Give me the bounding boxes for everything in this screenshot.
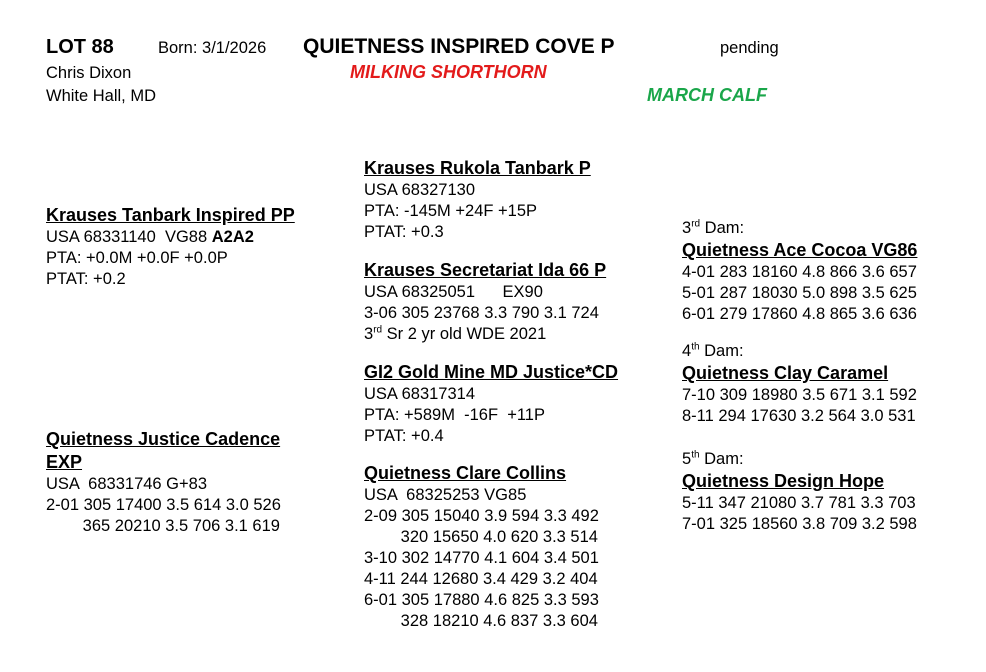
dam-dam-registration: USA 68325253 VG85	[364, 486, 527, 504]
third-dam-num: 3	[682, 219, 692, 237]
fourth-dam-record: 8-11 294 17630 3.2 564 3.0 531	[682, 407, 916, 425]
sire-sire-block	[364, 157, 591, 243]
born-date: Born: 3/1/2026	[158, 39, 267, 57]
sire-dam-award-sup: rd	[373, 324, 383, 336]
third-dam-label-text: Dam:	[700, 219, 745, 237]
sire-sire-name: Krauses Rukola Tanbark P	[364, 158, 591, 178]
dam-dam-record: 2-09 305 15040 3.9 594 3.3 492	[364, 507, 599, 525]
dam-dam-record: 328 18210 4.6 837 3.3 604	[364, 612, 598, 630]
dam-name-line2: EXP	[46, 452, 83, 472]
sire-genotype: A2A2	[211, 228, 254, 246]
third-dam-block	[682, 218, 917, 325]
dam-dam-record: 320 15650 4.0 620 3.3 514	[364, 528, 598, 546]
sire-dam-block	[364, 259, 606, 345]
fourth-dam-sup: th	[691, 341, 700, 353]
sire-dam-award	[364, 324, 606, 345]
third-dam-sup: rd	[691, 218, 701, 230]
dam-sire-registration: USA 68317314	[364, 385, 476, 403]
fourth-dam-record: 7-10 309 18980 3.5 671 3.1 592	[682, 386, 917, 404]
dam-dam-name: Quietness Clare Collins	[364, 463, 567, 483]
fifth-dam-name: Quietness Design Hope	[682, 471, 885, 491]
dam-sire-pta: PTA: +589M -16F +11P	[364, 406, 545, 424]
sire-sire-registration: USA 68327130	[364, 181, 476, 199]
sire-dam-name: Krauses Secretariat Ida 66 P	[364, 260, 607, 280]
third-dam-label	[682, 218, 917, 239]
dam-sire-block	[364, 361, 618, 447]
fifth-dam-record: 7-01 325 18560 3.8 709 3.2 598	[682, 515, 917, 533]
fourth-dam-label-text: Dam:	[699, 342, 744, 360]
dam-dam-record: 6-01 305 17880 4.6 825 3.3 593	[364, 591, 599, 609]
sire-pta: PTA: +0.0M +0.0F +0.0P	[46, 249, 228, 267]
dam-record: 2-01 305 17400 3.5 614 3.0 526	[46, 496, 281, 514]
fourth-dam-block	[682, 341, 917, 427]
third-dam-name: Quietness Ace Cocoa VG86	[682, 240, 918, 260]
dam-sire-name: GI2 Gold Mine MD Justice*CD	[364, 362, 619, 382]
sire-sire-pta: PTA: -145M +24F +15P	[364, 202, 538, 220]
fifth-dam-block	[682, 449, 917, 535]
lot-number: LOT 88	[46, 36, 114, 58]
dam-dam-block	[364, 462, 599, 632]
fifth-dam-label	[682, 449, 917, 470]
dam-dam-record: 3-10 302 14770 4.1 604 3.4 501	[364, 549, 599, 567]
dam-block	[46, 428, 281, 537]
sire-ptat: PTAT: +0.2	[46, 270, 126, 288]
sire-dam-award-num: 3	[364, 325, 374, 343]
third-dam-record: 6-01 279 17860 4.8 865 3.6 636	[682, 305, 917, 323]
third-dam-record: 4-01 283 18160 4.8 866 3.6 657	[682, 263, 917, 281]
dam-record: 365 20210 3.5 706 3.1 619	[46, 517, 280, 535]
fifth-dam-sup: th	[691, 449, 700, 461]
sire-reg-text: USA 68331140 VG88	[46, 228, 212, 246]
sire-dam-registration: USA 68325051 EX90	[364, 283, 543, 301]
animal-name: QUIETNESS INSPIRED COVE P	[303, 35, 615, 58]
sire-registration	[46, 227, 295, 248]
dam-name-line1: Quietness Justice Cadence	[46, 429, 281, 449]
fourth-dam-label	[682, 341, 917, 362]
owner-name: Chris Dixon	[46, 64, 132, 82]
owner-location: White Hall, MD	[46, 87, 157, 105]
sire-dam-award-text: Sr 2 yr old WDE 2021	[382, 325, 547, 343]
dam-dam-record: 4-11 244 12680 3.4 429 3.2 404	[364, 570, 598, 588]
fifth-dam-label-text: Dam:	[699, 450, 744, 468]
fourth-dam-num: 4	[682, 342, 692, 360]
dam-registration: USA 68331746 G+83	[46, 475, 208, 493]
fifth-dam-num: 5	[682, 450, 692, 468]
sire-block	[46, 204, 295, 290]
dam-sire-ptat: PTAT: +0.4	[364, 427, 444, 445]
fourth-dam-name: Quietness Clay Caramel	[682, 363, 889, 383]
status-text: pending	[720, 39, 779, 57]
fifth-dam-record: 5-11 347 21080 3.7 781 3.3 703	[682, 494, 916, 512]
sire-sire-ptat: PTAT: +0.3	[364, 223, 444, 241]
sire-dam-record: 3-06 305 23768 3.3 790 3.1 724	[364, 304, 599, 322]
third-dam-record: 5-01 287 18030 5.0 898 3.5 625	[682, 284, 917, 302]
breed-label: MILKING SHORTHORN	[350, 62, 547, 82]
sire-name: Krauses Tanbark Inspired PP	[46, 205, 295, 225]
class-label: MARCH CALF	[647, 85, 767, 105]
